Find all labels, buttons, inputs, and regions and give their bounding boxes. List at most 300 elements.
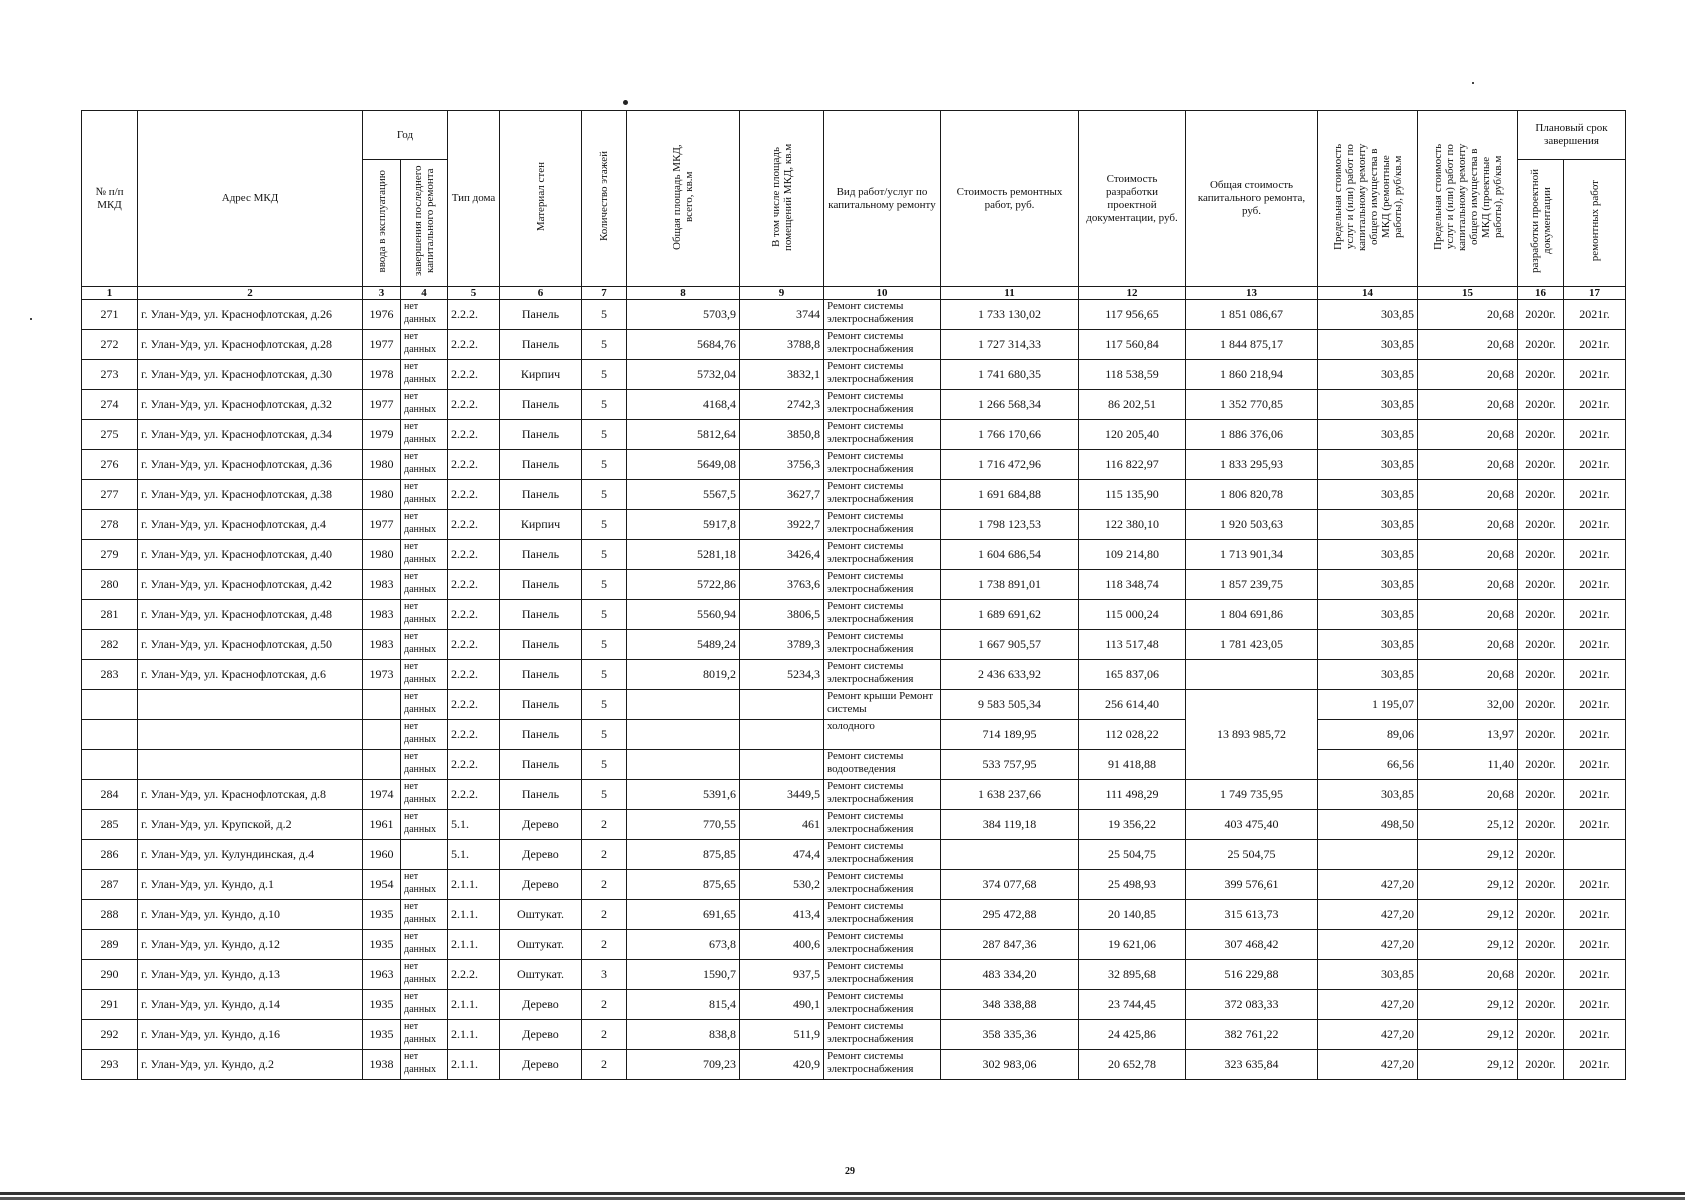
cell-premises-area: 530,2 [740, 870, 824, 900]
cell-limit-design: 29,12 [1418, 1020, 1518, 1050]
cell-design-cost: 118 348,74 [1079, 570, 1186, 600]
cell-deadline-design: 2020г. [1518, 960, 1564, 990]
cell-design-cost: 111 498,29 [1079, 780, 1186, 810]
col-wall-material: Материал стен [500, 111, 582, 287]
cell-deadline-design: 2020г. [1518, 1050, 1564, 1080]
cell-design-cost: 115 000,24 [1079, 600, 1186, 630]
cell-house-type: 2.2.2. [448, 360, 500, 390]
cell-floors: 5 [582, 420, 627, 450]
cell-design-cost: 19 621,06 [1079, 930, 1186, 960]
cell-total-area: 5649,08 [627, 450, 740, 480]
cell-deadline-repair: 2021г. [1564, 870, 1626, 900]
cell-total-area: 875,85 [627, 840, 740, 870]
cell-repair-cost: 1 738 891,01 [941, 570, 1079, 600]
table-row [82, 900, 1626, 930]
cell-house-type: 5.1. [448, 810, 500, 840]
cell-deadline-design: 2020г. [1518, 690, 1564, 720]
cell-wall-material: Дерево [500, 810, 582, 840]
cell-work-type: Ремонт системы электроснабжения [824, 990, 941, 1020]
cell-total-cost: 1 713 901,34 [1186, 540, 1318, 570]
cell-wall-material: Дерево [500, 840, 582, 870]
column-number: 8 [627, 287, 740, 300]
cell-npp: 283 [82, 660, 138, 690]
cell-total-area: 5567,5 [627, 480, 740, 510]
cell-npp: 284 [82, 780, 138, 810]
cell-deadline-design: 2020г. [1518, 840, 1564, 870]
cell-work-type: Ремонт системы электроснабжения [824, 510, 941, 540]
cell-repair-cost: 1 266 568,34 [941, 390, 1079, 420]
cell-floors: 5 [582, 720, 627, 750]
cell-deadline-repair: 2021г. [1564, 990, 1626, 1020]
table-row [82, 960, 1626, 990]
cell-floors: 2 [582, 1050, 627, 1080]
cell-work-type: Ремонт системы электроснабжения [824, 810, 941, 840]
cell-house-type: 2.2.2. [448, 750, 500, 780]
cell-limit-repair: 303,85 [1318, 450, 1418, 480]
cell-house-type: 2.2.2. [448, 960, 500, 990]
cell-work-type: Ремонт системы электроснабжения [824, 570, 941, 600]
cell-premises-area: 474,4 [740, 840, 824, 870]
cell-npp [82, 750, 138, 780]
column-number: 5 [448, 287, 500, 300]
cell-work-type: Ремонт системы водоотведения [824, 750, 941, 780]
cell-work-type: Ремонт системы электроснабжения [824, 930, 941, 960]
col-deadline-design: разработки проектной документации [1518, 160, 1564, 287]
cell-year-last-repair: нет данных [401, 750, 448, 780]
cell-design-cost: 91 418,88 [1079, 750, 1186, 780]
cell-limit-repair: 1 195,07 [1318, 690, 1418, 720]
cell-total-area: 1590,7 [627, 960, 740, 990]
cell-year-last-repair: нет данных [401, 1020, 448, 1050]
cell-work-type: Ремонт системы электроснабжения [824, 900, 941, 930]
column-number: 3 [363, 287, 401, 300]
cell-npp: 276 [82, 450, 138, 480]
cell-work-type: Ремонт системы электроснабжения [824, 420, 941, 450]
cell-premises-area: 420,9 [740, 1050, 824, 1080]
cell-limit-repair: 498,50 [1318, 810, 1418, 840]
cell-premises-area: 937,5 [740, 960, 824, 990]
cell-address: г. Улан-Удэ, ул. Краснофлотская, д.28 [138, 330, 363, 360]
cell-design-cost: 122 380,10 [1079, 510, 1186, 540]
cell-year-commission: 1935 [363, 900, 401, 930]
cell-deadline-design: 2020г. [1518, 420, 1564, 450]
cell-total-cost: 1 886 376,06 [1186, 420, 1318, 450]
cell-npp: 275 [82, 420, 138, 450]
cell-year-last-repair: нет данных [401, 720, 448, 750]
cell-total-cost: 1 920 503,63 [1186, 510, 1318, 540]
col-repair-cost: Стоимость ремонтных работ, руб. [941, 111, 1079, 287]
cell-wall-material: Панель [500, 300, 582, 330]
cell-limit-design: 20,68 [1418, 660, 1518, 690]
cell-design-cost: 86 202,51 [1079, 390, 1186, 420]
cell-deadline-repair: 2021г. [1564, 810, 1626, 840]
cell-limit-repair: 303,85 [1318, 300, 1418, 330]
cell-year-last-repair: нет данных [401, 450, 448, 480]
cell-limit-repair: 303,85 [1318, 420, 1418, 450]
cell-total-cost: 25 504,75 [1186, 840, 1318, 870]
cell-deadline-design: 2020г. [1518, 600, 1564, 630]
cell-work-type: Ремонт системы электроснабжения [824, 330, 941, 360]
column-number: 6 [500, 287, 582, 300]
cell-design-cost: 20 140,85 [1079, 900, 1186, 930]
scan-speck [623, 100, 628, 105]
cell-premises-area: 3449,5 [740, 780, 824, 810]
cell-deadline-repair: 2021г. [1564, 390, 1626, 420]
cell-repair-cost: 2 436 633,92 [941, 660, 1079, 690]
cell-floors: 5 [582, 600, 627, 630]
cell-year-commission: 1980 [363, 480, 401, 510]
cell-house-type: 2.1.1. [448, 990, 500, 1020]
cell-design-cost: 116 822,97 [1079, 450, 1186, 480]
cell-address: г. Улан-Удэ, ул. Кундо, д.16 [138, 1020, 363, 1050]
cell-floors: 5 [582, 750, 627, 780]
column-number: 9 [740, 287, 824, 300]
cell-limit-design: 20,68 [1418, 420, 1518, 450]
cell-npp [82, 720, 138, 750]
cell-premises-area: 3627,7 [740, 480, 824, 510]
cell-total-area [627, 720, 740, 750]
cell-total-cost: 1 857 239,75 [1186, 570, 1318, 600]
cell-repair-cost: 1 727 314,33 [941, 330, 1079, 360]
cell-premises-area: 3426,4 [740, 540, 824, 570]
cell-repair-cost: 1 798 123,53 [941, 510, 1079, 540]
column-number: 17 [1564, 287, 1626, 300]
column-number: 7 [582, 287, 627, 300]
cell-total-area: 5560,94 [627, 600, 740, 630]
cell-address: г. Улан-Удэ, ул. Краснофлотская, д.4 [138, 510, 363, 540]
cell-address: г. Улан-Удэ, ул. Кундо, д.14 [138, 990, 363, 1020]
cell-premises-area: 5234,3 [740, 660, 824, 690]
cell-total-cost: 1 352 770,85 [1186, 390, 1318, 420]
table-row [82, 660, 1626, 690]
cell-wall-material: Оштукат. [500, 930, 582, 960]
cell-year-last-repair: нет данных [401, 300, 448, 330]
cell-limit-design: 29,12 [1418, 1050, 1518, 1080]
cell-house-type: 2.2.2. [448, 540, 500, 570]
cell-repair-cost: 1 604 686,54 [941, 540, 1079, 570]
cell-premises-area: 400,6 [740, 930, 824, 960]
cell-repair-cost: 714 189,95 [941, 720, 1079, 750]
col-total-cost: Общая стоимость капитального ремонта, руб. [1186, 111, 1318, 287]
cell-wall-material: Панель [500, 630, 582, 660]
cell-address [138, 690, 363, 720]
cell-floors: 2 [582, 870, 627, 900]
cell-year-last-repair: нет данных [401, 780, 448, 810]
cell-house-type: 2.2.2. [448, 780, 500, 810]
cell-address: г. Улан-Удэ, ул. Кундо, д.12 [138, 930, 363, 960]
cell-repair-cost: 348 338,88 [941, 990, 1079, 1020]
cell-limit-design: 20,68 [1418, 390, 1518, 420]
cell-year-commission: 1935 [363, 1020, 401, 1050]
cell-premises-area: 3850,8 [740, 420, 824, 450]
cell-year-last-repair: нет данных [401, 570, 448, 600]
cell-premises-area: 3756,3 [740, 450, 824, 480]
cell-deadline-repair: 2021г. [1564, 780, 1626, 810]
table-row [82, 390, 1626, 420]
cell-house-type: 2.2.2. [448, 570, 500, 600]
cell-design-cost: 109 214,80 [1079, 540, 1186, 570]
cell-address: г. Улан-Удэ, ул. Краснофлотская, д.38 [138, 480, 363, 510]
cell-premises-area: 461 [740, 810, 824, 840]
cell-year-last-repair [401, 840, 448, 870]
table-row [82, 480, 1626, 510]
column-number: 14 [1318, 287, 1418, 300]
cell-limit-repair: 303,85 [1318, 360, 1418, 390]
cell-limit-repair: 303,85 [1318, 510, 1418, 540]
cell-year-last-repair: нет данных [401, 930, 448, 960]
cell-year-commission: 1977 [363, 390, 401, 420]
col-address: Адрес МКД [138, 111, 363, 287]
cell-npp [82, 690, 138, 720]
cell-premises-area: 3788,8 [740, 330, 824, 360]
cell-repair-cost [941, 840, 1079, 870]
cell-work-type: Ремонт системы электроснабжения [824, 660, 941, 690]
cell-deadline-design: 2020г. [1518, 1020, 1564, 1050]
cell-deadline-repair: 2021г. [1564, 480, 1626, 510]
cell-work-type: Ремонт системы электроснабжения [824, 600, 941, 630]
cell-floors: 5 [582, 390, 627, 420]
cell-work-type: Ремонт системы электроснабжения [824, 960, 941, 990]
cell-year-last-repair: нет данных [401, 990, 448, 1020]
cell-deadline-repair: 2021г. [1564, 540, 1626, 570]
cell-year-commission: 1983 [363, 630, 401, 660]
cell-premises-area: 3832,1 [740, 360, 824, 390]
cell-house-type: 2.2.2. [448, 720, 500, 750]
cell-address: г. Улан-Удэ, ул. Краснофлотская, д.50 [138, 630, 363, 660]
cell-npp: 286 [82, 840, 138, 870]
cell-work-type: Ремонт системы электроснабжения [824, 390, 941, 420]
cell-house-type: 2.1.1. [448, 1050, 500, 1080]
cell-wall-material: Панель [500, 690, 582, 720]
cell-work-type: Ремонт системы электроснабжения [824, 450, 941, 480]
cell-house-type: 2.2.2. [448, 330, 500, 360]
cell-address [138, 750, 363, 780]
cell-address: г. Улан-Удэ, ул. Кундо, д.1 [138, 870, 363, 900]
cell-limit-design: 29,12 [1418, 870, 1518, 900]
cell-deadline-design: 2020г. [1518, 480, 1564, 510]
cell-deadline-design: 2020г. [1518, 990, 1564, 1020]
col-limit-design: Предельная стоимость услуг и (или) работ по капитальному ремонту общего имущества в МКД (проектные работы), руб/кв.м [1418, 111, 1518, 287]
cell-total-area: 5722,86 [627, 570, 740, 600]
cell-wall-material: Панель [500, 780, 582, 810]
cell-limit-repair: 427,20 [1318, 930, 1418, 960]
cell-limit-design: 13,97 [1418, 720, 1518, 750]
cell-npp: 278 [82, 510, 138, 540]
cell-npp: 290 [82, 960, 138, 990]
cell-house-type: 2.2.2. [448, 480, 500, 510]
cell-deadline-repair: 2021г. [1564, 450, 1626, 480]
cell-year-last-repair: нет данных [401, 360, 448, 390]
cell-address: г. Улан-Удэ, ул. Краснофлотская, д.8 [138, 780, 363, 810]
cell-design-cost: 256 614,40 [1079, 690, 1186, 720]
cell-repair-cost: 358 335,36 [941, 1020, 1079, 1050]
column-number: 4 [401, 287, 448, 300]
cell-limit-design: 20,68 [1418, 570, 1518, 600]
cell-total-cost: 13 893 985,72 [1186, 690, 1318, 780]
cell-repair-cost: 9 583 505,34 [941, 690, 1079, 720]
table-row [82, 720, 1626, 750]
cell-limit-repair: 303,85 [1318, 390, 1418, 420]
cell-address [138, 720, 363, 750]
scan-speck [1472, 82, 1474, 84]
cell-premises-area: 3922,7 [740, 510, 824, 540]
cell-year-last-repair: нет данных [401, 540, 448, 570]
cell-year-commission: 1935 [363, 930, 401, 960]
cell-total-cost: 1 851 086,67 [1186, 300, 1318, 330]
cell-address: г. Улан-Удэ, ул. Кулундинская, д.4 [138, 840, 363, 870]
cell-premises-area: 413,4 [740, 900, 824, 930]
cell-design-cost: 165 837,06 [1079, 660, 1186, 690]
column-number-row [82, 287, 1626, 300]
cell-repair-cost: 287 847,36 [941, 930, 1079, 960]
cell-year-commission: 1979 [363, 420, 401, 450]
cell-total-cost [1186, 660, 1318, 690]
cell-floors: 2 [582, 990, 627, 1020]
cell-limit-design: 32,00 [1418, 690, 1518, 720]
cell-house-type: 5.1. [448, 840, 500, 870]
table-row [82, 420, 1626, 450]
cell-repair-cost: 483 334,20 [941, 960, 1079, 990]
table-row [82, 750, 1626, 780]
cell-address: г. Улан-Удэ, ул. Краснофлотская, д.36 [138, 450, 363, 480]
cell-year-commission: 1938 [363, 1050, 401, 1080]
cell-deadline-design: 2020г. [1518, 750, 1564, 780]
cell-total-area: 709,23 [627, 1050, 740, 1080]
cell-deadline-repair: 2021г. [1564, 930, 1626, 960]
cell-repair-cost: 1 733 130,02 [941, 300, 1079, 330]
cell-floors: 5 [582, 330, 627, 360]
table-row [82, 450, 1626, 480]
cell-limit-design: 29,12 [1418, 840, 1518, 870]
cell-limit-repair [1318, 840, 1418, 870]
column-number: 15 [1418, 287, 1518, 300]
table-row [82, 990, 1626, 1020]
table-row [82, 1050, 1626, 1080]
cell-address: г. Улан-Удэ, ул. Краснофлотская, д.40 [138, 540, 363, 570]
cell-total-cost: 1 833 295,93 [1186, 450, 1318, 480]
cell-limit-design: 20,68 [1418, 630, 1518, 660]
cell-wall-material: Дерево [500, 990, 582, 1020]
cell-wall-material: Дерево [500, 1050, 582, 1080]
cell-npp: 292 [82, 1020, 138, 1050]
cell-total-cost: 1 804 691,86 [1186, 600, 1318, 630]
cell-floors: 5 [582, 690, 627, 720]
cell-total-cost: 382 761,22 [1186, 1020, 1318, 1050]
cell-year-last-repair: нет данных [401, 420, 448, 450]
cell-deadline-design: 2020г. [1518, 300, 1564, 330]
cell-work-type: Ремонт системы электроснабжения [824, 540, 941, 570]
cell-year-commission: 1961 [363, 810, 401, 840]
cell-work-type: Ремонт системы электроснабжения [824, 300, 941, 330]
cell-deadline-design: 2020г. [1518, 810, 1564, 840]
table-row [82, 690, 1626, 720]
cell-floors: 2 [582, 810, 627, 840]
cell-npp: 281 [82, 600, 138, 630]
table-row [82, 870, 1626, 900]
cell-premises-area [740, 720, 824, 750]
table-row [82, 540, 1626, 570]
cell-year-commission: 1974 [363, 780, 401, 810]
cell-limit-design: 20,68 [1418, 450, 1518, 480]
cell-deadline-repair: 2021г. [1564, 600, 1626, 630]
cell-limit-design: 29,12 [1418, 930, 1518, 960]
cell-house-type: 2.2.2. [448, 420, 500, 450]
cell-total-cost: 1 749 735,95 [1186, 780, 1318, 810]
cell-limit-design: 20,68 [1418, 360, 1518, 390]
cell-house-type: 2.1.1. [448, 1020, 500, 1050]
cell-year-last-repair: нет данных [401, 810, 448, 840]
table-row [82, 1020, 1626, 1050]
cell-year-commission: 1977 [363, 510, 401, 540]
cell-floors: 2 [582, 840, 627, 870]
col-limit-repair: Предельная стоимость услуг и (или) работ по капитальному ремонту общего имущества в МКД (ремонтные работы), руб/кв.м [1318, 111, 1418, 287]
cell-floors: 5 [582, 450, 627, 480]
cell-floors: 5 [582, 510, 627, 540]
cell-repair-cost: 1 766 170,66 [941, 420, 1079, 450]
cell-work-type: Ремонт системы электроснабжения [824, 480, 941, 510]
cell-floors: 5 [582, 480, 627, 510]
cell-year-commission: 1963 [363, 960, 401, 990]
table-header [82, 111, 1626, 300]
cell-deadline-repair: 2021г. [1564, 510, 1626, 540]
cell-address: г. Улан-Удэ, ул. Краснофлотская, д.42 [138, 570, 363, 600]
cell-total-area: 875,65 [627, 870, 740, 900]
cell-deadline-repair: 2021г. [1564, 300, 1626, 330]
cell-design-cost: 115 135,90 [1079, 480, 1186, 510]
cell-premises-area: 3763,6 [740, 570, 824, 600]
cell-premises-area: 2742,3 [740, 390, 824, 420]
cell-repair-cost: 1 716 472,96 [941, 450, 1079, 480]
table-row [82, 600, 1626, 630]
cell-total-area: 5684,76 [627, 330, 740, 360]
cell-year-commission: 1980 [363, 540, 401, 570]
cell-wall-material: Панель [500, 750, 582, 780]
column-number: 10 [824, 287, 941, 300]
cell-total-area: 770,55 [627, 810, 740, 840]
cell-year-last-repair: нет данных [401, 600, 448, 630]
cell-deadline-design: 2020г. [1518, 900, 1564, 930]
col-deadline-repair: ремонтных работ [1564, 160, 1626, 287]
cell-house-type: 2.2.2. [448, 630, 500, 660]
cell-limit-repair: 89,06 [1318, 720, 1418, 750]
cell-work-type: Ремонт системы электроснабжения [824, 1050, 941, 1080]
table-row [82, 570, 1626, 600]
cell-limit-repair: 427,20 [1318, 1050, 1418, 1080]
cell-npp: 277 [82, 480, 138, 510]
cell-repair-cost: 533 757,95 [941, 750, 1079, 780]
table-row [82, 840, 1626, 870]
cell-deadline-design: 2020г. [1518, 540, 1564, 570]
cell-premises-area [740, 750, 824, 780]
cell-premises-area: 3744 [740, 300, 824, 330]
cell-npp: 282 [82, 630, 138, 660]
cell-deadline-repair: 2021г. [1564, 1050, 1626, 1080]
cell-total-cost: 1 781 423,05 [1186, 630, 1318, 660]
cell-floors: 5 [582, 780, 627, 810]
cell-year-last-repair: нет данных [401, 870, 448, 900]
cell-address: г. Улан-Удэ, ул. Кундо, д.13 [138, 960, 363, 990]
col-year-group: Год [363, 111, 448, 160]
cell-design-cost: 20 652,78 [1079, 1050, 1186, 1080]
cell-deadline-design: 2020г. [1518, 660, 1564, 690]
cell-premises-area: 490,1 [740, 990, 824, 1020]
cell-deadline-design: 2020г. [1518, 780, 1564, 810]
col-floors: Количество этажей [582, 111, 627, 287]
cell-address: г. Улан-Удэ, ул. Краснофлотская, д.30 [138, 360, 363, 390]
cell-house-type: 2.2.2. [448, 300, 500, 330]
cell-limit-design: 11,40 [1418, 750, 1518, 780]
cell-work-type: Ремонт системы электроснабжения [824, 1020, 941, 1050]
